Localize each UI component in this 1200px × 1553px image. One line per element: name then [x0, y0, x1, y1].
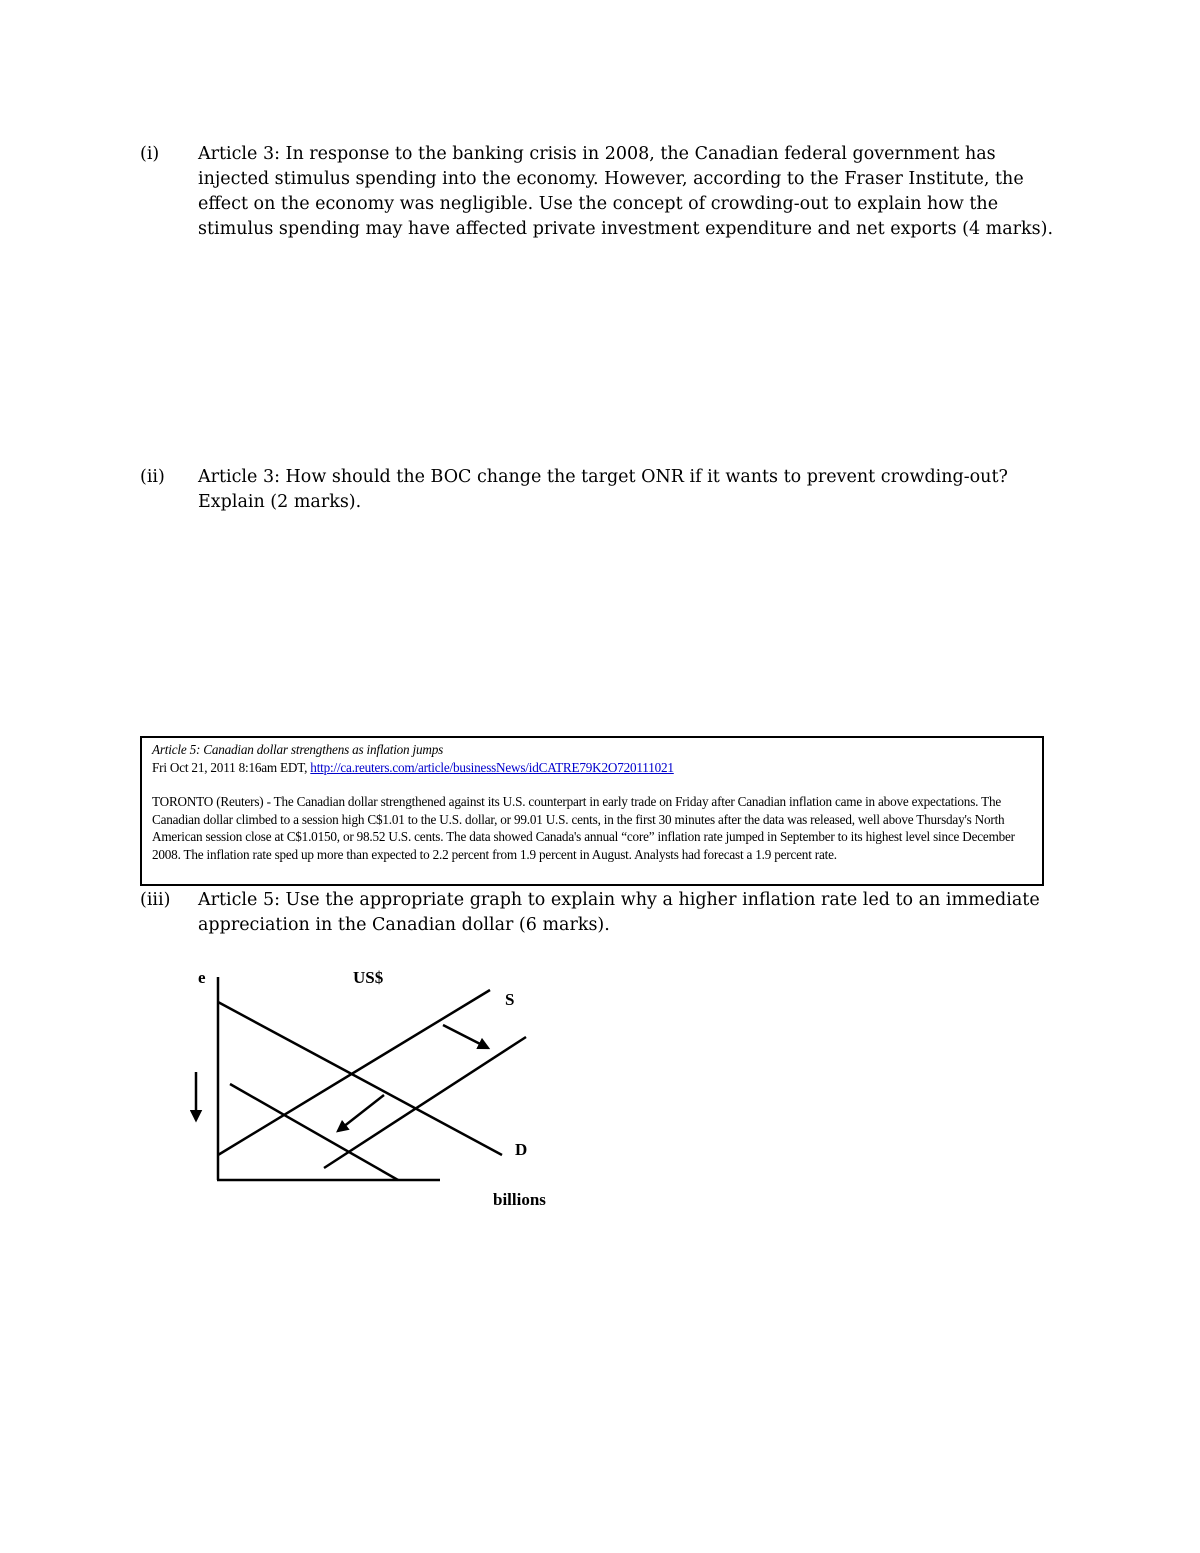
- supply-curve-original: [218, 990, 490, 1155]
- question-number: (ii): [140, 467, 165, 487]
- article-dateline: [152, 759, 1032, 777]
- question-text: Article 3: In response to the banking crisis in 2008, the Canadian federal government has injected stimulus spending into the economy. However, according to the Fraser Institute, the effect on the economy was negligible. Use the concept of crowding-out to explain how the stimulus spending may have affected private investment expenditure and net exports (4 marks).: [198, 144, 1054, 239]
- x-axis-label: billions: [493, 1190, 546, 1209]
- supply-shift-arrow: [443, 1025, 488, 1048]
- question-number: (iii): [140, 890, 171, 910]
- supply-curve-shifted: [324, 1037, 526, 1168]
- question-number: (i): [140, 144, 160, 164]
- question-text: Article 3: How should the BOC change the target ONR if it wants to prevent crowding-out? Explain (2 marks).: [198, 467, 1008, 512]
- question-ii: [140, 465, 1060, 515]
- demand-label: D: [515, 1140, 528, 1159]
- article-link[interactable]: http://ca.reuters.com/article/businessNews/idCATRE79K2O720111021: [310, 759, 674, 775]
- y-axis-label: e: [198, 968, 206, 987]
- graph-svg: [150, 955, 600, 1225]
- article-body: TORONTO (Reuters) - The Canadian dollar strengthened against its U.S. counterpart in early trade on Friday after Canadian inflation came in above expectations. The Canadian dollar climbed to a session high C$1.01 to the U.S. dollar, or 99.01 U.S. cents, in the first 30 minutes after the data was released, well above Thursday's North American session close at C$1.0150, or 98.52 U.S. cents. The data showed Canada's annual “core” inflation rate jumped in September to its highest level since December 2008. The inflation rate sped up more than expected to 2.2 percent from 1.9 percent in August. Analysts had forecast a 1.9 percent rate.: [152, 794, 1015, 862]
- question-iii: [140, 888, 1060, 938]
- article-date: Fri Oct 21, 2011 8:16am EDT,: [152, 759, 311, 775]
- supply-label: S: [505, 990, 515, 1009]
- exchange-rate-graph: [150, 955, 600, 1225]
- article-title: Article 5: Canadian dollar strengthens as inflation jumps: [152, 742, 444, 757]
- question-i: [140, 142, 1060, 242]
- demand-curve-original: [218, 1002, 502, 1155]
- article-box: [140, 736, 1044, 886]
- demand-shift-arrow: [338, 1095, 384, 1131]
- graph-title: US$: [353, 968, 384, 987]
- question-text: Article 5: Use the appropriate graph to explain why a higher inflation rate led to an immediate appreciation in the Canadian dollar (6 marks).: [198, 890, 1040, 935]
